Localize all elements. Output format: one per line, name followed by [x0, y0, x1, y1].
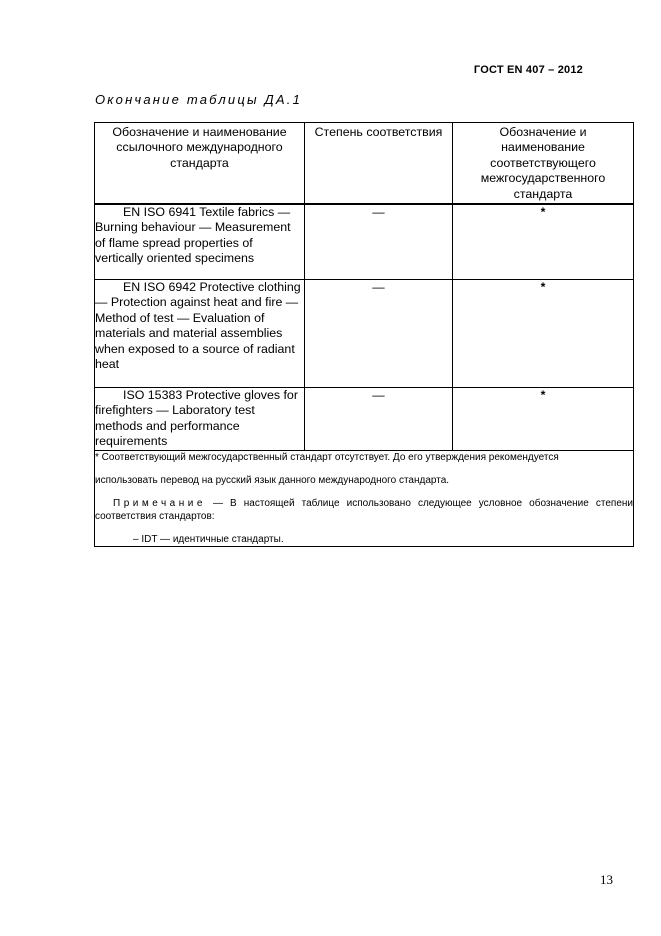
- table-header-row: [95, 123, 634, 205]
- note-text: — В настоящей таблице использовано следующее условное обозначение степени соответствия стандартов:: [95, 497, 633, 522]
- standard-title-cell: EN ISO 6942 Protective clothing — Protection against heat and fire — Method of test — Evaluation of materials and material assemblies when exposed to a source of radiant heat: [95, 280, 305, 388]
- table-caption: Окончание таблицы ДА.1: [95, 92, 302, 107]
- column-header-international-standard: Обозначение и наименование ссылочного международного стандарта: [95, 123, 305, 205]
- page-number: 13: [600, 872, 613, 887]
- degree-cell: —: [305, 280, 453, 388]
- standard-title-cell: ISO 15383 Protective gloves for firefighters — Laboratory test methods and performance requirements: [95, 388, 305, 451]
- note: [95, 497, 633, 523]
- footnote-line: использовать перевод на русский язык данного международного стандарта.: [95, 474, 450, 486]
- table-footnote-row: [95, 450, 634, 546]
- interstate-standard-cell: *: [453, 388, 634, 451]
- footnote-line: * Соответствующий межгосударственный стандарт отсутствует. До его утверждения рекомендуется: [95, 451, 559, 463]
- degree-cell: —: [305, 204, 453, 280]
- degree-cell: —: [305, 388, 453, 451]
- table-row: [95, 280, 634, 388]
- column-header-degree: Степень соответствия: [305, 123, 453, 205]
- interstate-standard-cell: *: [453, 280, 634, 388]
- idt-definition: – IDT — идентичные стандарты.: [133, 533, 284, 545]
- standards-table: [94, 122, 634, 547]
- table-row: [95, 204, 634, 280]
- column-header-interstate-standard: Обозначение и наименование соответствующего межгосударственного стандарта: [453, 123, 634, 205]
- interstate-standard-cell: *: [453, 204, 634, 280]
- footnote-cell: [95, 450, 634, 546]
- standard-title-cell: EN ISO 6941 Textile fabrics — Burning behaviour — Measurement of flame spread properties of vertically oriented specimens: [95, 204, 305, 280]
- note-label: Примечание: [113, 497, 206, 509]
- table-row: [95, 388, 634, 451]
- document-id: ГОСТ EN 407 – 2012: [473, 64, 583, 76]
